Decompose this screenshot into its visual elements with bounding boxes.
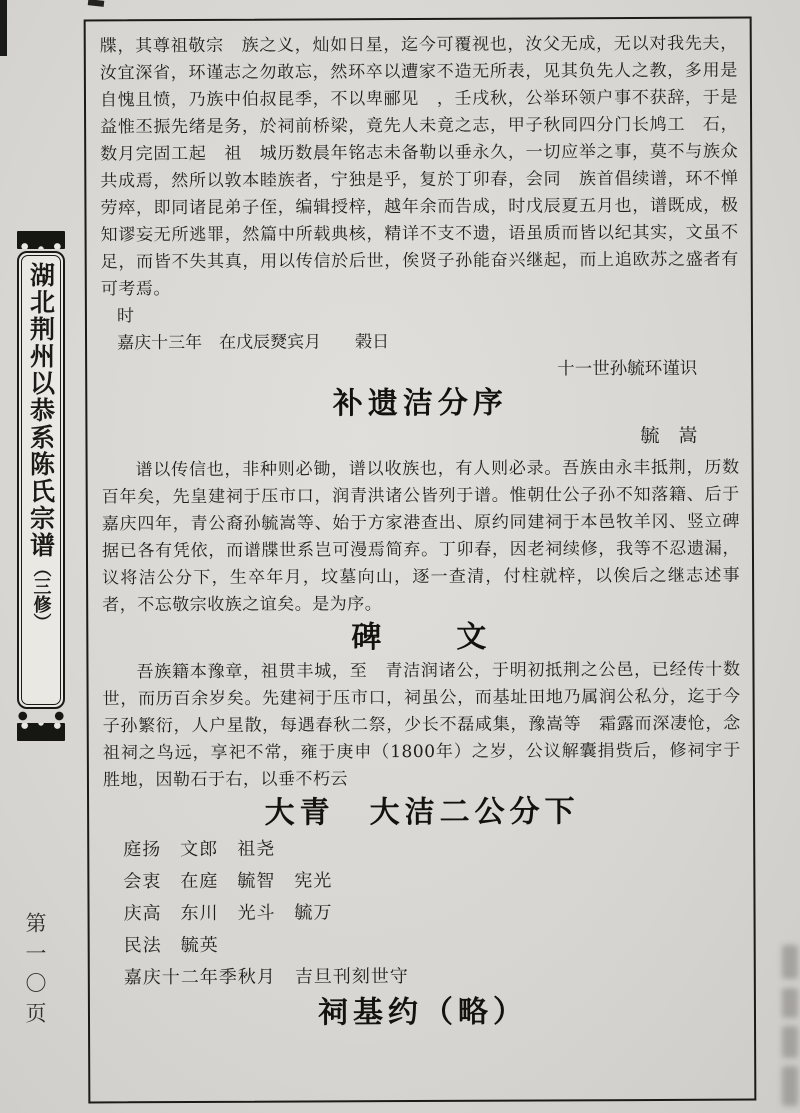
section-title-buyi-jiefen-xu: 补遗洁分序 (332, 385, 508, 422)
name-list-row: 庭扬 文郎 祖尧 (123, 838, 276, 861)
section-title-daqing-dajie: 大青 大洁二公分下 (264, 794, 580, 831)
name-list-row: 庆高 东川 光斗 毓万 (123, 902, 333, 925)
section-title-beiwen: 碑 文 (351, 619, 492, 656)
name-list-row: 民法 毓英 (123, 934, 219, 957)
scan-edge-strip (0, 0, 7, 56)
page-number: 第一〇页 (23, 912, 47, 1032)
scan-top-mark (88, 0, 105, 7)
book-title-vertical (26, 256, 56, 704)
name-list (123, 832, 742, 995)
signature-line: 十一世孙毓环谨识 (557, 358, 698, 380)
name-list-row: 嘉庆十二年季秋月 吉旦刊刻世守 (123, 966, 409, 989)
cartouche-bottom-ornament (17, 723, 65, 741)
section2-paragraph: 吾族籍本豫章，祖贯丰城，至 青洁润诸公，于明初抵荆之公邑，已经传十数世，而历百余岁矣。先建祠于压市口，祠虽公，而基址田地乃属润公私分，迄于今子孙繁衍，人户星散，每遇春秋二祭，少长不磊咸集，豫嵩等 霜露而深凄怆，念祖祠之鸟远，享祀不常，雍于庚申（1800年）之岁，公议解囊捐赀后，修祠宇于胜地，因勒石于右，以垂不朽云 (102, 659, 741, 791)
cartouche-top-ornament (17, 231, 65, 249)
name-list-row: 会衷 在庭 毓智 宪光 (123, 870, 333, 893)
ink-bleedthrough (782, 1026, 798, 1058)
cartouche-scroll-ornament (17, 710, 65, 722)
preface-continuation-paragraph: 牒，其尊祖敬宗 族之义，灿如日星，迄今可覆视也，汝父无成，无以对我先夫，汝宜深省，环谨志之勿敢忘，然环卒以遭家不造无所表，见其负先人之教，多用是自愧且愤，乃族中伯叔昆季，不以卑郦见 ，壬戌秋，公举环领户事不获辞，于是益惟丕振先绪是务，於祠前桥梁，竟先人未竟之志，甲子秋同四分门长鸠工 石，数月完固工起 祖 城历数晨年铭志未备勒以垂永久，一切应举之事，莫不与族众共成焉，然所以敦本睦族者，宁独是乎，复於丁卯春，会同 族首倡续谱，环不惮劳瘁，即同诸昆弟子侄，编辑授梓，越年余而告成，时戊辰夏五月也，谱既成，极知谬妄无所逃罪，然篇中所载典核，精详不支不遗，语虽质而皆以纪其实，文虽不足，而皆不失其真，用以传信於后世，俟贤子孙能奋兴继起，而上追欧苏之盛者有可考焉。 (99, 33, 739, 300)
book-title-cartouche (17, 231, 65, 757)
cartouche-frame (17, 251, 65, 709)
page-content-frame (84, 17, 757, 1104)
section-title-cijiyue: 祠基约（略） (317, 994, 529, 1031)
ink-bleedthrough (782, 1066, 798, 1106)
book-title-text: 湖北荆州以恭系陈氏宗谱 (26, 262, 56, 559)
date-line: 嘉庆十三年 在戊辰燹宾月 榖日 (117, 332, 390, 354)
book-title-edition: （三修） (30, 559, 52, 631)
ink-bleedthrough (782, 988, 798, 1018)
ink-bleedthrough (782, 945, 798, 979)
date-prefix-line: 时 (116, 306, 134, 327)
section1-paragraph: 谱以传信也，非种则必锄，谱以收族也，有人则必录。吾族由永丰抵荆，历数百年矣，先皇建祠于压市口，润青洪诸公皆列于谱。惟朝仕公子孙不知落籍、后于嘉庆四年，青公裔孙毓嵩等、始于方家港查出、原约同建祠于本邑牧羊冈、竖立碑据已各有凭依，而谱牒世系岂可漫焉简弃。丁卯春，因老祠续修，我等不忍遗漏，议将洁公分下，生卒年月，坟墓向山，逐一查清，付柱就梓，以俟后之继志述事者，不忘敬宗收族之谊矣。是为序。 (101, 457, 741, 616)
section1-author: 毓 嵩 (640, 424, 698, 448)
